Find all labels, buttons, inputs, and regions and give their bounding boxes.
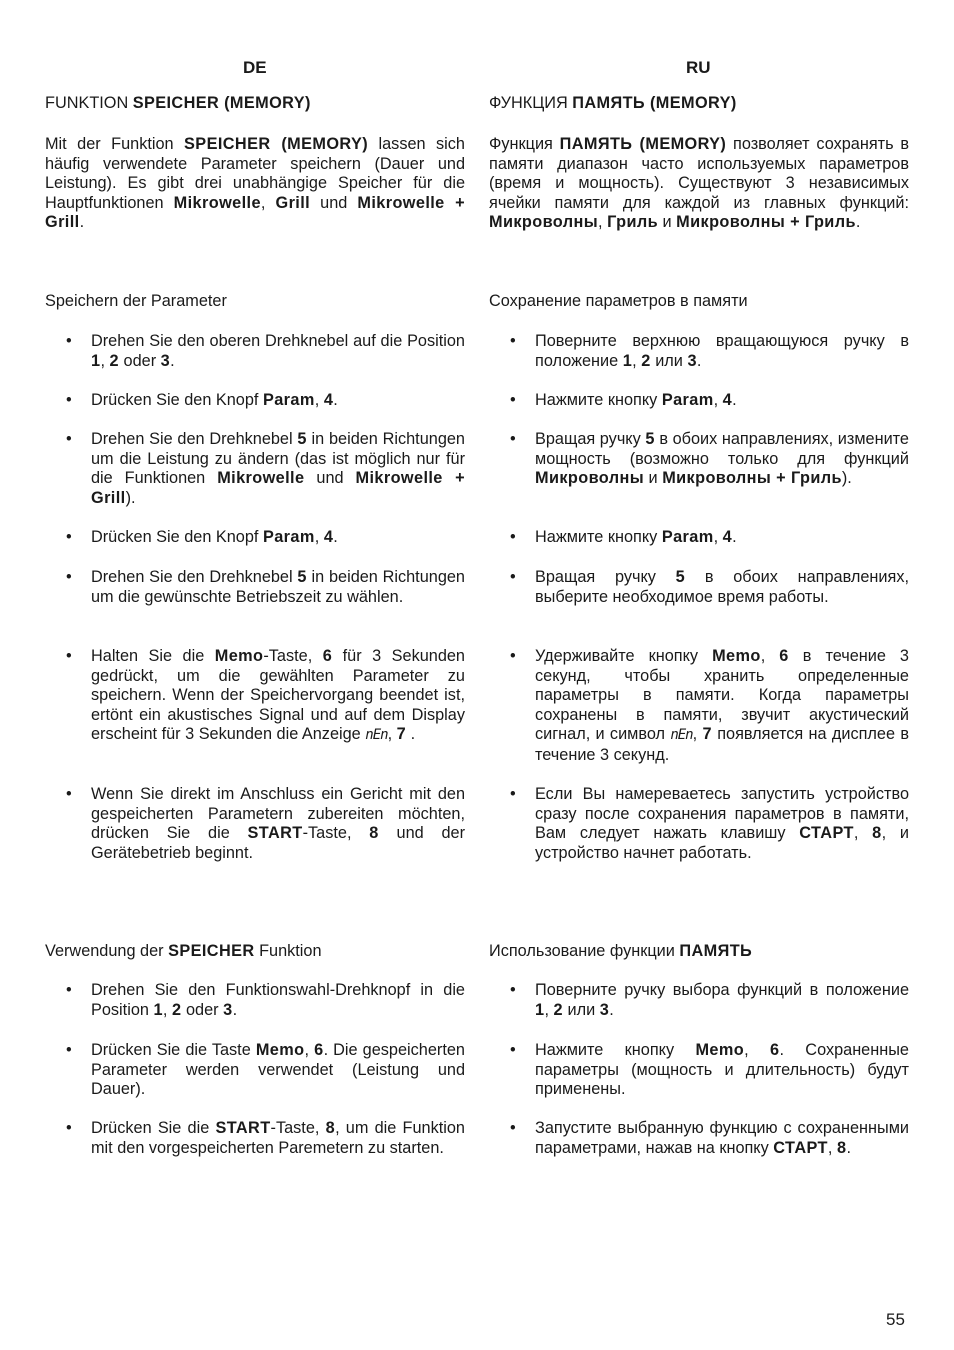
intro-paragraph-ru [489,135,909,233]
use-step-ru [489,981,909,1020]
text-run: Запустите выбранную функцию с сохраненными параметрами, нажав на кнопку [535,1119,909,1157]
text-run: появляется на дисплее в течение 3 секунд. [535,725,909,764]
bullet-dot: • [510,647,516,665]
bold-text: 1 [153,1000,163,1019]
save-step-de [45,332,465,371]
bold-text: 8 [836,1138,847,1157]
intro-paragraph-de [45,135,465,233]
bullet-dot: • [66,1119,72,1137]
bullet-dot: • [66,528,72,546]
memo-display-symbol: nEn [670,727,693,744]
text-run: , и устройство начнет работать. [535,824,909,862]
text-run: Drücken Sie die Taste [91,1041,256,1059]
bullet-dot: • [66,332,72,350]
text-run: Вращая ручку [535,430,646,448]
memo-display-symbol: nEn [365,727,388,744]
bullet-dot: • [66,430,72,448]
bold-text: Микроволны [489,213,599,232]
lang-label-ru: RU [686,58,711,77]
bullet-text [535,332,909,371]
bold-text: Memo [255,1041,305,1059]
bold-text: Memo [214,647,264,665]
bold-text: Memo [695,1041,745,1059]
text-run: Drücken Sie die [91,1119,216,1137]
text-run: , [100,351,110,370]
text-run: Поверните верхнюю вращающуюся ручку в положение [535,332,909,370]
bold-text: Grill [275,193,311,212]
text-run: Drehen Sie den Funktionswahl-Drehknopf in die Position [91,981,465,1019]
save-step-de [45,647,465,746]
text-run: oder [119,351,161,370]
text-run: in beiden Richtungen um die Leistung zu ändern (das ist möglich nur für die Funktionen [91,430,465,488]
save-step-de [45,568,465,607]
bullet-dot: • [66,981,72,999]
save-heading-de: Speichern der Parameter [45,292,227,310]
bold-text: 5 [675,568,686,586]
bullet-text [535,391,909,411]
bold-text: 2 [553,1000,563,1019]
text-run: и [658,213,677,232]
bold-text: Микроволны + Гриль [662,469,842,488]
text-run: , [827,1138,837,1157]
text-run: oder [181,1000,224,1019]
page-number: 55 [886,1310,905,1329]
bold-text: 1 [622,351,633,370]
save-step-ru [489,647,909,766]
text-run: . [855,213,861,232]
text-run: . [732,528,737,546]
text-run: , [314,391,324,409]
bold-text: 3 [160,351,171,370]
save-step-ru [489,391,909,411]
bold-text: 4 [323,391,334,409]
save-heading-ru: Сохранение параметров в памяти [489,292,748,310]
text-run: . [232,1000,238,1019]
save-step-ru [489,568,909,607]
lang-label-de: DE [243,58,267,77]
text-run: Удерживайте кнопку [535,647,713,665]
bold-text: Mikrowelle [217,469,305,488]
text-run: Функция [489,135,560,153]
use-step-de [45,981,465,1020]
text-run: позволяет сохранять в памяти диапазон часто используемых параметров (время и мощность). Существуют 3 независимых ячейки памяти для каждой из главных функций: [489,135,909,212]
text-run: Drehen Sie den oberen Drehknebel auf die Position [91,332,465,350]
bold-text: 1 [91,351,101,370]
use-heading-de [45,942,465,962]
bullet-text [535,568,909,607]
text-run: , [760,647,780,665]
save-step-de [45,430,465,508]
bullet-text [91,430,465,508]
text-run: . [79,213,85,232]
text-run: . Сохраненные параметры (мощность и длительность) будут применены. [535,1041,909,1099]
bold-text: Param [661,528,714,546]
bold-text: START [215,1119,271,1137]
section-title-bold: ПАМЯТЬ (MEMORY) [572,94,737,112]
text-run: und [310,193,358,212]
bullet-dot: • [510,528,516,546]
text-run: und der Gerätebetrieb beginnt. [91,824,465,862]
bold-text: 5 [297,430,307,448]
text-run: , [632,351,642,370]
use-step-de [45,1119,465,1158]
text-run: Drehen Sie den Drehknebel [91,568,298,586]
section-title-bold: SPEICHER (MEMORY) [132,94,311,112]
text-run: ). [841,469,852,488]
bold-text: ПАМЯТЬ (MEMORY) [559,135,727,153]
use-step-de [45,1041,465,1100]
bullet-dot: • [510,391,516,409]
bold-text: 3 [223,1000,233,1019]
text-run: , [387,725,397,744]
text-run: , [853,824,873,843]
bullet-dot: • [510,568,516,586]
bold-text: 5 [297,568,307,586]
text-run: für 3 Sekunden gedrückt, um die gewählten Parameter zu speichern. Wenn der Speichervorgang beendet ist, ertönt ein akustisches Signal und auf dem Display erscheint für 3 Sekunden die Anzeige [91,647,465,744]
text-run: Drücken Sie den Knopf [91,528,263,546]
bullet-text [535,528,909,548]
bold-text: SPEICHER (MEMORY) [184,135,369,153]
text-run: , [713,528,723,546]
bullet-dot: • [510,1119,516,1137]
text-run: Вращая ручку [535,568,676,586]
bold-text: Param [661,391,714,409]
text-run: . Die gespeicherten Parameter werden verwendet (Leistung und Dauer). [91,1041,465,1099]
bold-text: 4 [722,528,733,546]
bullet-text [535,647,909,766]
text-run: , [692,725,703,744]
bold-text: 8 [369,824,379,843]
bold-text: 6 [779,647,789,665]
bold-text: 8 [325,1119,336,1137]
text-run: или [563,1000,600,1019]
text-run: . [333,391,338,409]
bold-text: 7 [396,725,407,744]
text-run: , [598,213,608,232]
save-step-ru [489,332,909,371]
save-step-de [45,528,465,548]
bold-text: 7 [702,725,712,744]
section-title-prefix: FUNKTION [45,94,133,112]
bullet-text [91,568,465,607]
text-run: или [650,351,688,370]
bold-text: 8 [872,824,882,843]
bullet-dot: • [66,1041,72,1059]
bold-text: Микроволны [535,469,645,488]
bold-text: START [247,824,303,843]
bold-text: 1 [535,1000,545,1019]
bold-text: SPEICHER [168,942,255,960]
bullet-dot: • [66,785,72,803]
bullet-dot: • [66,647,72,665]
text-run: Halten Sie die [91,647,215,665]
bullet-text [535,981,909,1020]
text-run: . [170,351,175,370]
bold-text: 2 [641,351,651,370]
text-run: , [713,391,723,409]
text-run: ). [125,488,136,507]
save-step-ru [489,430,909,489]
bold-text: 3 [687,351,697,370]
text-run: , [744,1041,770,1059]
text-run: Verwendung der [45,942,169,960]
text-run: . [406,725,416,744]
bullet-text [91,1119,465,1158]
bullet-text [91,391,465,411]
bold-text: 5 [645,430,655,448]
bullet-dot: • [66,391,72,409]
text-run: Нажмите кнопку [535,528,662,546]
bullet-dot: • [66,568,72,586]
text-run: , [162,1000,172,1019]
bold-text: ПАМЯТЬ [679,942,753,960]
text-run: in beiden Richtungen um die gewünschte Betriebszeit zu wählen. [91,568,465,606]
text-run: , [314,528,324,546]
bullet-text [91,785,465,863]
text-run: в течение 3 секунд, чтобы хранить определенные параметры в памяти. Когда параметры сохранены в памяти, звучит акустический сигнал, и символ [535,647,909,744]
bold-text: 2 [171,1000,182,1019]
text-run: und [304,469,356,488]
bullet-text [535,785,909,863]
text-run: Использование функции [489,942,680,960]
bold-text: Param [262,528,315,546]
text-run: -Taste, [302,824,370,843]
text-run: в обоих направлениях, измените мощность (возможно только для функций [535,430,909,468]
bullet-dot: • [510,981,516,999]
text-run: Funktion [254,942,322,960]
save-step-de [45,391,465,411]
text-run: Нажмите кнопку [535,391,662,409]
bullet-text [91,332,465,371]
bold-text: Mikrowelle + Grill [91,469,465,507]
bold-text: Гриль [607,213,659,232]
text-run: . [696,351,702,370]
bold-text: 2 [109,351,119,370]
text-run: Drücken Sie den Knopf [91,391,263,409]
text-run: -Taste, [263,647,323,665]
save-step-de [45,785,465,863]
bullet-text [91,528,465,548]
bullet-text [535,430,909,489]
save-step-ru [489,528,909,548]
text-run: Если Вы намереваетесь запустить устройство сразу после сохранения параметров в памяти, Вам следует нажать клавишу [535,785,909,843]
bullet-text [91,1041,465,1100]
text-run: . [609,1000,614,1019]
text-run: , um die Funktion mit den vorgespeicherten Paremetern zu starten. [91,1119,465,1157]
bullet-dot: • [510,430,516,448]
bold-text: 6 [322,647,333,665]
text-run: Нажмите кнопку [535,1041,696,1059]
section-title-prefix: ФУНКЦИЯ [489,94,573,112]
bold-text: 4 [323,528,334,546]
use-step-ru [489,1119,909,1158]
bold-text: Mikrowelle [173,193,261,212]
text-run: . [333,528,338,546]
bold-text: 3 [599,1000,610,1019]
text-run: , [544,1000,554,1019]
text-run: Поверните ручку выбора функций в положение [535,981,909,999]
bold-text: Mikrowelle + Grill [45,193,465,232]
text-run: , [304,1041,315,1059]
bold-text: СТАРТ [799,824,854,843]
use-step-ru [489,1041,909,1100]
bullet-text [91,981,465,1020]
text-run: lassen sich häufig verwendete Parameter speichern (Dauer und Leistung). Es gibt drei unabhängige Speicher für die Hauptfunktionen [45,135,465,212]
bold-text: 6 [314,1041,324,1059]
bold-text: Param [262,391,315,409]
bold-text: Memo [712,647,761,665]
text-run: в обоих направлениях, выберите необходимое время работы. [535,568,909,606]
text-run: -Taste, [270,1119,326,1137]
bold-text: 4 [722,391,733,409]
bold-text: 6 [769,1041,780,1059]
text-run: . [732,391,737,409]
bullet-dot: • [510,785,516,803]
text-run: Drehen Sie den Drehknebel [91,430,298,448]
text-run: , [260,193,276,212]
bullet-dot: • [510,1041,516,1059]
bold-text: Микроволны + Гриль [676,213,856,232]
bold-text: СТАРТ [773,1138,828,1157]
section-title-de [45,94,465,114]
text-run: и [644,469,663,488]
section-title-ru [489,94,909,114]
bullet-text [535,1041,909,1100]
text-run: . [846,1138,851,1157]
use-heading-ru [489,942,909,962]
text-run: Mit der Funktion [45,135,185,153]
bullet-text [535,1119,909,1158]
save-step-ru [489,785,909,863]
text-run: Wenn Sie direkt im Anschluss ein Gericht mit den gespeicherten Parametern zubereiten möchten, drücken Sie die [91,785,465,843]
bullet-dot: • [510,332,516,350]
bullet-text [91,647,465,746]
